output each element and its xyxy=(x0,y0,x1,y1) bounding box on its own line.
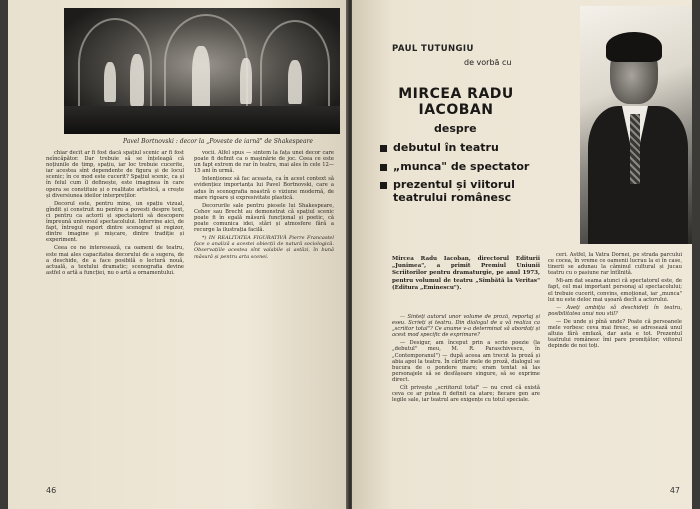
paragraph: — Aveți ambiția să deschideți în teatru, posibilitatea unui nou stil? xyxy=(548,304,682,317)
paragraph: Cît privește „scriitorul total" — nu cred că există ceva ce ar putea fi definit ca atare; fiecare gen are legile sale, iar teatrul are exigențe cu totul speciale. xyxy=(392,385,540,404)
topic-item: debutul în teatru xyxy=(380,142,570,155)
paragraph: vocii. Alfel spus — sintem la fața unei decor care poate fi definit ca o mașinărie de joc. Ceea ce este un fapt extrem de rar în teatru, mai ales în cele 12—15 ani în urmă. xyxy=(194,150,334,175)
topic-item: „munca" de spectator xyxy=(380,161,570,174)
despre-label: despre xyxy=(434,122,477,135)
portrait-photo xyxy=(580,6,692,244)
stage-photo xyxy=(64,8,340,134)
paragraph: Mi-am dat seama atunci că spectatorul este, de fapt, cel mai important personaj al spectacolului; el trebuie cucerit, convins, emoționat, iar „munca" lui nu este deloc mai ușoară decît a actorului. xyxy=(548,278,682,303)
text-column-2 xyxy=(194,150,334,450)
paragraph: — Sînteți autorul unor volume de proză, reportaj și eseu. Scrieți și teatru. Din dialogul de a vă realiza ca „scriitor total"? Ce anume v-a determinat să abordați și acest mod specific de exprimare? xyxy=(392,314,540,339)
topic-list xyxy=(380,142,570,210)
author-name: PAUL TUTUNGIU xyxy=(392,44,474,54)
topic-item: prezentul și viitorul teatrului românesc xyxy=(380,179,570,204)
paragraph: Decorurile sale pentru piesele lui Shakespeare, Cehov sau Brecht au demonstrat că spațiul scenic poate fi în egală măsură funcțional și poetic, că poate comunica idei, stări și atmosfere fără a recurge la ilustrația facilă. xyxy=(194,202,334,234)
paragraph: Decorul este, pentru mine, un spațiu vizual, gîndit și construit nu pentru a povesti despre text, ci pentru ca actorii și spectatorii să descopere împreună universul spectacolului. Intervine aici, de fapt, întregul raport dintre scenograf și regizor, dintre imagine și mișcare, dintre tradiție și experiment. xyxy=(46,200,184,244)
paragraph: — De unde și pînă unde? Poate că persoanele mele vorbesc ceva mai firesc, se adresează unul altuia fără emfază, dar asta e tot. Prezentul teatrului românesc îmi pare promițător; viitorul depinde de noi toți. xyxy=(548,318,682,350)
interview-subject xyxy=(390,86,522,118)
author-subtitle: de vorbă cu xyxy=(464,58,512,67)
text-column-b xyxy=(548,252,682,474)
subject-line-1: MIRCEA RADU xyxy=(398,86,514,102)
paragraph: Ceea ce ne interesează, ca oameni de teatru, este mai ales capacitatea decorului de a sugera, de a deschide, de a face posibilă o lectură nouă, actuală, a textului dramatic; scenografia devine astfel o artă a funcției, nu o artă a ornamentului. xyxy=(46,245,184,276)
paragraph: ceri. Astfel, la Vatra Dornei, pe strada parcului ce cocea, în vreme ce oamenii lucrau la ei în case, tinerii se adunau la căminul cultural și jucau teatru cu o pasiune rar întîlnită. xyxy=(548,252,682,277)
page-number-right: 47 xyxy=(669,486,680,495)
paragraph: Intenționez să fac aceasta, ca în acest context să evidențiez importanța lui Pavel Bortnovski, care a adus în scenografia noastră o viziune modernă, de mare rigoare și expresivitate plastică. xyxy=(194,176,334,201)
bullet-square-icon xyxy=(380,182,387,189)
paragraph: chiar decît ar fi fost dacă spațiul scenic ar fi fost neîncăpător. Dar trebuie să se înțeleagă că noțiunile de timp, spațiu, iar loc trebuie cucerite, iar acestea sînt dependente de figura și de locul scenic; în ce mod este cucerit? Spațiul scenic, ca și în felul cum îl definește, este imaginea în care opera se constituie și o realitate artistică, a crește și diversiunea ideilor interpreților. xyxy=(46,150,184,199)
paragraph: — Desigur, am început prin a scrie poezie (la „debutul" meu, M. R. Paraschivescu, în „Contemporanul") — după aceea am trecut la proză și abia apoi la teatru. În cărțile mele de proză, dialogul se bucura de o pondere mare; eram tentat să las personajele să se desfășoare singure, să se exprime direct. xyxy=(392,340,540,383)
intro-paragraph: Mircea Radu Iacoban, directorul Editurii „Junimea", a primit Premiul Uniunii Scriitorilor pentru dramaturgie, pe anul 1973, pentru volumul de teatru „Sîmbătă la Veritas" (Editura „Eminescu"). xyxy=(392,256,540,291)
left-page xyxy=(8,0,348,509)
subject-line-2: IACOBAN xyxy=(418,102,494,118)
text-column-a xyxy=(392,314,540,490)
text-column-1 xyxy=(46,150,184,450)
bullet-square-icon xyxy=(380,164,387,171)
page-number-left: 46 xyxy=(46,486,57,495)
footnote: *) IN REALITATEA FIGURATIVĂ Pierre Francastel face o analiză a acestei obiecții de natură sociologică. Observațiile acestea sînt valabile și astăzi, în bună măsură și pentru arta scenei. xyxy=(194,235,334,260)
photo-caption: Pavel Bortnovski : decor la „Poveste de iarnă" de Shakespeare xyxy=(123,138,313,145)
bullet-square-icon xyxy=(380,145,387,152)
right-page xyxy=(352,0,692,509)
